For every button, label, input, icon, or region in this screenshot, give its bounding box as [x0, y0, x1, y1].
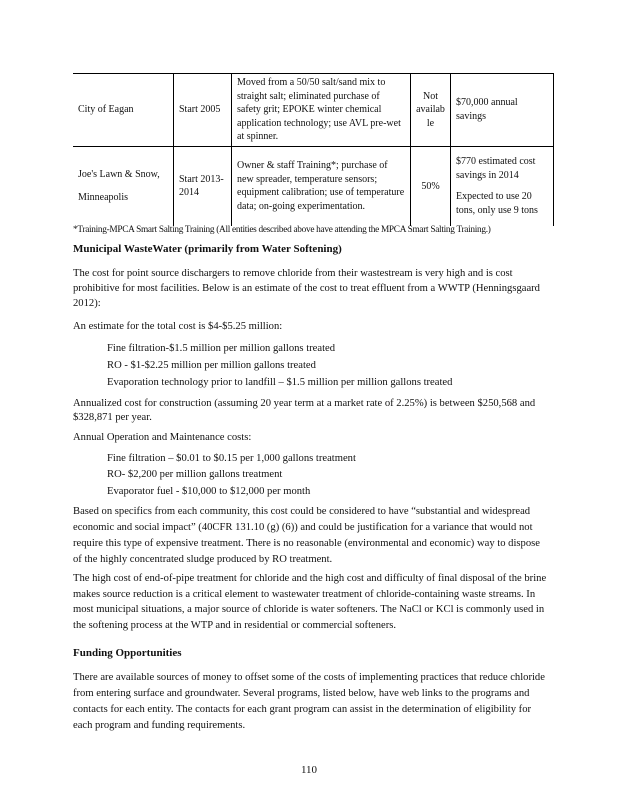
paragraph: The high cost of end-of-pipe treatment for chloride and the high cost and difficulty of final disposal of the brine makes source reduction is a critical element to wastewater treatment of chloride-containing waste streams. In most municipal situations, a major source of chloride is water softeners. The NaCl or KCl is commonly used in the softening process at the WTP and in residential or commercial softeners. [73, 573, 547, 631]
list-item [90, 341, 335, 356]
table-row [73, 74, 554, 147]
paragraph: An estimate for the total cost is $4-$5.25 million: [73, 321, 283, 332]
practices-table [73, 73, 554, 226]
entity-line: Minneapolis [78, 192, 128, 204]
start-cell: Start 2013-2014 [174, 146, 232, 226]
practices-cell: Moved from a 50/50 salt/sand mix to straight salt; eliminated purchase of safety grit; EPOKE winter chemical application technology; use AVL pre-wet at spinner. [232, 74, 411, 147]
entity-line: Joe's Lawn & Snow, [78, 168, 160, 180]
practices-cell: Owner & staff Training*; purchase of new spreader, temperature sensors; equipment calibration; use of temperature data; on-going experimentation. [232, 146, 411, 226]
list-item-text: Fine filtration-$1.5 million per million gallons treated [107, 343, 336, 354]
reduction-cell: Not availab le [411, 74, 451, 147]
paragraph: There are available sources of money to offset some of the costs of implementing practices that reduce chloride from entering surface and groundwater. Several programs, listed below, have web links to the programs and contacts for each entity. The contacts for each grant program can assist in the determination of eligibility for each program and funding requirements. [73, 672, 545, 731]
entity-cell: City of Eagan [73, 74, 174, 147]
table-footnote: *Training-MPCA Smart Salting Training (All entities described above have attending the MPCA Smart Salting Training.) [73, 225, 491, 235]
paragraph: Annual Operation and Maintenance costs: [73, 432, 252, 443]
list-item-text: Evaporation technology prior to landfill – $1.5 million per million gallons treated [107, 377, 453, 388]
page-number: 110 [300, 764, 318, 776]
savings-line: $770 estimated cost savings in 2014 [456, 156, 536, 181]
paragraph: Based on specifics from each community, this cost could be considered to have “substantial and widespread economic and social impact” (40CFR 131.10 (g) (6)) and could be justification for a variance that would not require this type of expensive treatment. There is no reasonable (environmental and economic) way to dispose of the highly concentrated sludge produced by RO treatment. [73, 506, 540, 565]
list-item [90, 375, 452, 390]
savings-cell [451, 146, 554, 226]
list-item [90, 358, 316, 373]
list-item-text: Fine filtration – $0.01 to $0.15 per 1,000 gallons treatment [107, 453, 356, 464]
table-row [73, 146, 554, 226]
savings-cell: $70,000 annual savings [451, 74, 554, 147]
entity-cell [73, 146, 174, 226]
list-item [90, 484, 310, 499]
paragraph: The cost for point source dischargers to remove chloride from their wastestream is very high and is cost prohibitive for most facilities. Below is an estimate of the cost to treat effluent from a WWTP (Henningsgaard 2012): [73, 268, 540, 309]
start-cell: Start 2005 [174, 74, 232, 147]
list-item [90, 467, 282, 482]
list-item-text: RO- $2,200 per million gallons treatment [107, 469, 283, 480]
list-item-text: Evaporator fuel - $10,000 to $12,000 per month [107, 486, 311, 497]
reduction-cell: 50% [411, 146, 451, 226]
section-heading: Funding Opportunities [73, 647, 182, 659]
list-item-text: RO - $1-$2.25 million per million gallons treated [107, 360, 316, 371]
savings-line: Expected to use 20 tons, only use 9 tons [456, 191, 538, 216]
list-item [90, 451, 356, 466]
paragraph: Annualized cost for construction (assuming 20 year term at a market rate of 2.25%) is between $250,568 and $328,871 per year. [73, 398, 536, 423]
section-heading: Municipal WasteWater (primarily from Water Softening) [73, 243, 342, 255]
